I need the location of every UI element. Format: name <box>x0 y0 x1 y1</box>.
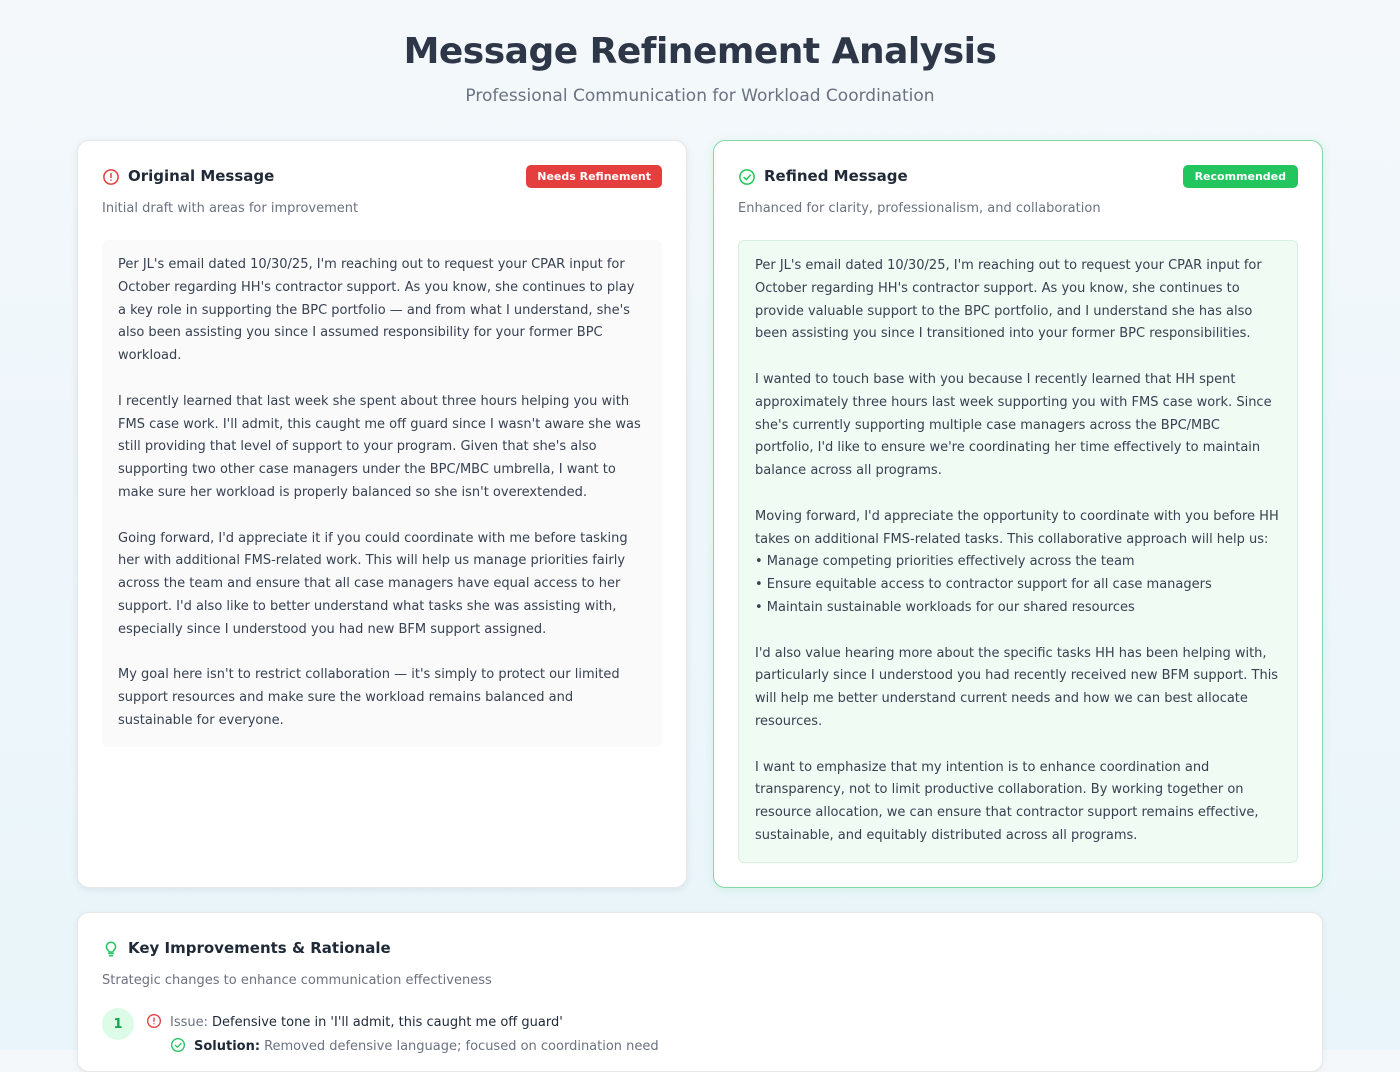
refined-paragraph: Per JL's email dated 10/30/25, I'm reaching out to request your CPAR input for October regarding HH's contractor support. As you know, she continues to provide valuable support to the BPC portfolio, and I understand she has also been assisting you since I transitioned into your former BPC responsibilities. <box>755 258 1262 342</box>
solution-text: Removed defensive language; focused on coordination need <box>264 1038 659 1054</box>
alert-circle-icon <box>102 167 120 185</box>
page-subtitle: Professional Communication for Workload Coordination <box>465 86 935 106</box>
refined-bullet: • Maintain sustainable workloads for our shared resources <box>755 599 1135 615</box>
check-circle-icon <box>170 1037 188 1055</box>
refined-card-header <box>738 163 1298 189</box>
original-paragraph: Per JL's email dated 10/30/25, I'm reaching out to request your CPAR input for October regarding HH's contractor support. As you know, she continues to play a key role in supporting the BPC portfolio — and from what I understand, she's also been assisting you since I assumed responsibility for your former BPC workload. <box>118 257 635 364</box>
improvement-solution <box>170 1036 659 1056</box>
original-paragraph: I recently learned that last week she spent about three hours helping you with FMS case work. I'll admit, this caught me off guard since I wasn't aware she was still providing that level of support to your program. Given that she's also supporting two other case managers under the BPC/MBC umbrella, I want to make sure her workload is properly balanced so she isn't overextended. <box>118 393 641 500</box>
check-circle-icon <box>738 167 756 185</box>
refined-message-card <box>713 140 1323 888</box>
comparison-cards <box>77 140 1323 888</box>
improvement-number: 1 <box>102 1008 134 1040</box>
improvement-issue <box>146 1012 659 1032</box>
original-paragraph: My goal here isn't to restrict collaboration — it's simply to protect our limited support resources and make sure the workload remains balanced and sustainable for everyone. <box>118 667 620 728</box>
improvements-title: Key Improvements & Rationale <box>128 939 391 957</box>
refined-bullet: • Ensure equitable access to contractor support for all case managers <box>755 577 1212 593</box>
refined-message-body <box>738 240 1298 863</box>
refined-card-title: Refined Message <box>764 167 908 185</box>
needs-refinement-badge: Needs Refinement <box>526 165 662 188</box>
original-message-body <box>102 240 662 747</box>
improvement-item <box>102 1012 1298 1056</box>
alert-circle-icon <box>146 1013 164 1031</box>
issue-text: Defensive tone in 'I'll admit, this caught me off guard' <box>212 1014 563 1030</box>
improvements-description: Strategic changes to enhance communication effectiveness <box>102 973 492 988</box>
page-header <box>0 0 1400 106</box>
improvements-header <box>102 935 1298 961</box>
original-card-title: Original Message <box>128 167 275 185</box>
recommended-badge: Recommended <box>1183 165 1298 188</box>
original-paragraph: Going forward, I'd appreciate it if you could coordinate with me before tasking her with additional FMS-related work. This will help us manage priorities fairly across the team and ensure that all case managers have equal access to her support. I'd also like to better understand what tasks she was assisting with, especially since I understood you had new BFM support assigned. <box>118 530 628 637</box>
page-title: Message Refinement Analysis <box>403 31 997 72</box>
key-improvements-card <box>77 912 1323 1072</box>
refined-bullet: • Manage competing priorities effectively across the team <box>755 554 1135 570</box>
lightbulb-icon <box>102 939 120 957</box>
original-message-card <box>77 140 687 888</box>
issue-label: Issue: <box>170 1014 208 1030</box>
original-card-header <box>102 163 662 189</box>
refined-paragraph <box>755 506 1281 620</box>
original-card-description: Initial draft with areas for improvement <box>102 201 359 216</box>
refined-paragraph-intro: Moving forward, I'd appreciate the opportunity to coordinate with you before HH takes on additional FMS-related tasks. This collaborative approach will help us: <box>755 508 1279 547</box>
solution-label: Solution: <box>194 1038 261 1054</box>
refined-paragraph: I want to emphasize that my intention is to enhance coordination and transparency, not to limit productive collaboration. By working together on resource allocation, we can ensure that contractor support remains effective, sustainable, and equitably distributed across all programs. <box>755 759 1259 843</box>
refined-paragraph: I'd also value hearing more about the specific tasks HH has been helping with, particularly since I understood you had recently received new BFM support. This will help me better understand current needs and how we can best allocate resources. <box>755 645 1279 729</box>
improvement-details <box>146 1012 659 1056</box>
refined-card-description: Enhanced for clarity, professionalism, and collaboration <box>738 201 1101 216</box>
refined-paragraph: I wanted to touch base with you because I recently learned that HH spent approximately three hours last week supporting you with FMS case work. Since she's currently supporting multiple case managers across the BPC/MBC portfolio, I'd like to ensure we're coordinating her time effectively to maintain balance across all programs. <box>755 371 1272 479</box>
